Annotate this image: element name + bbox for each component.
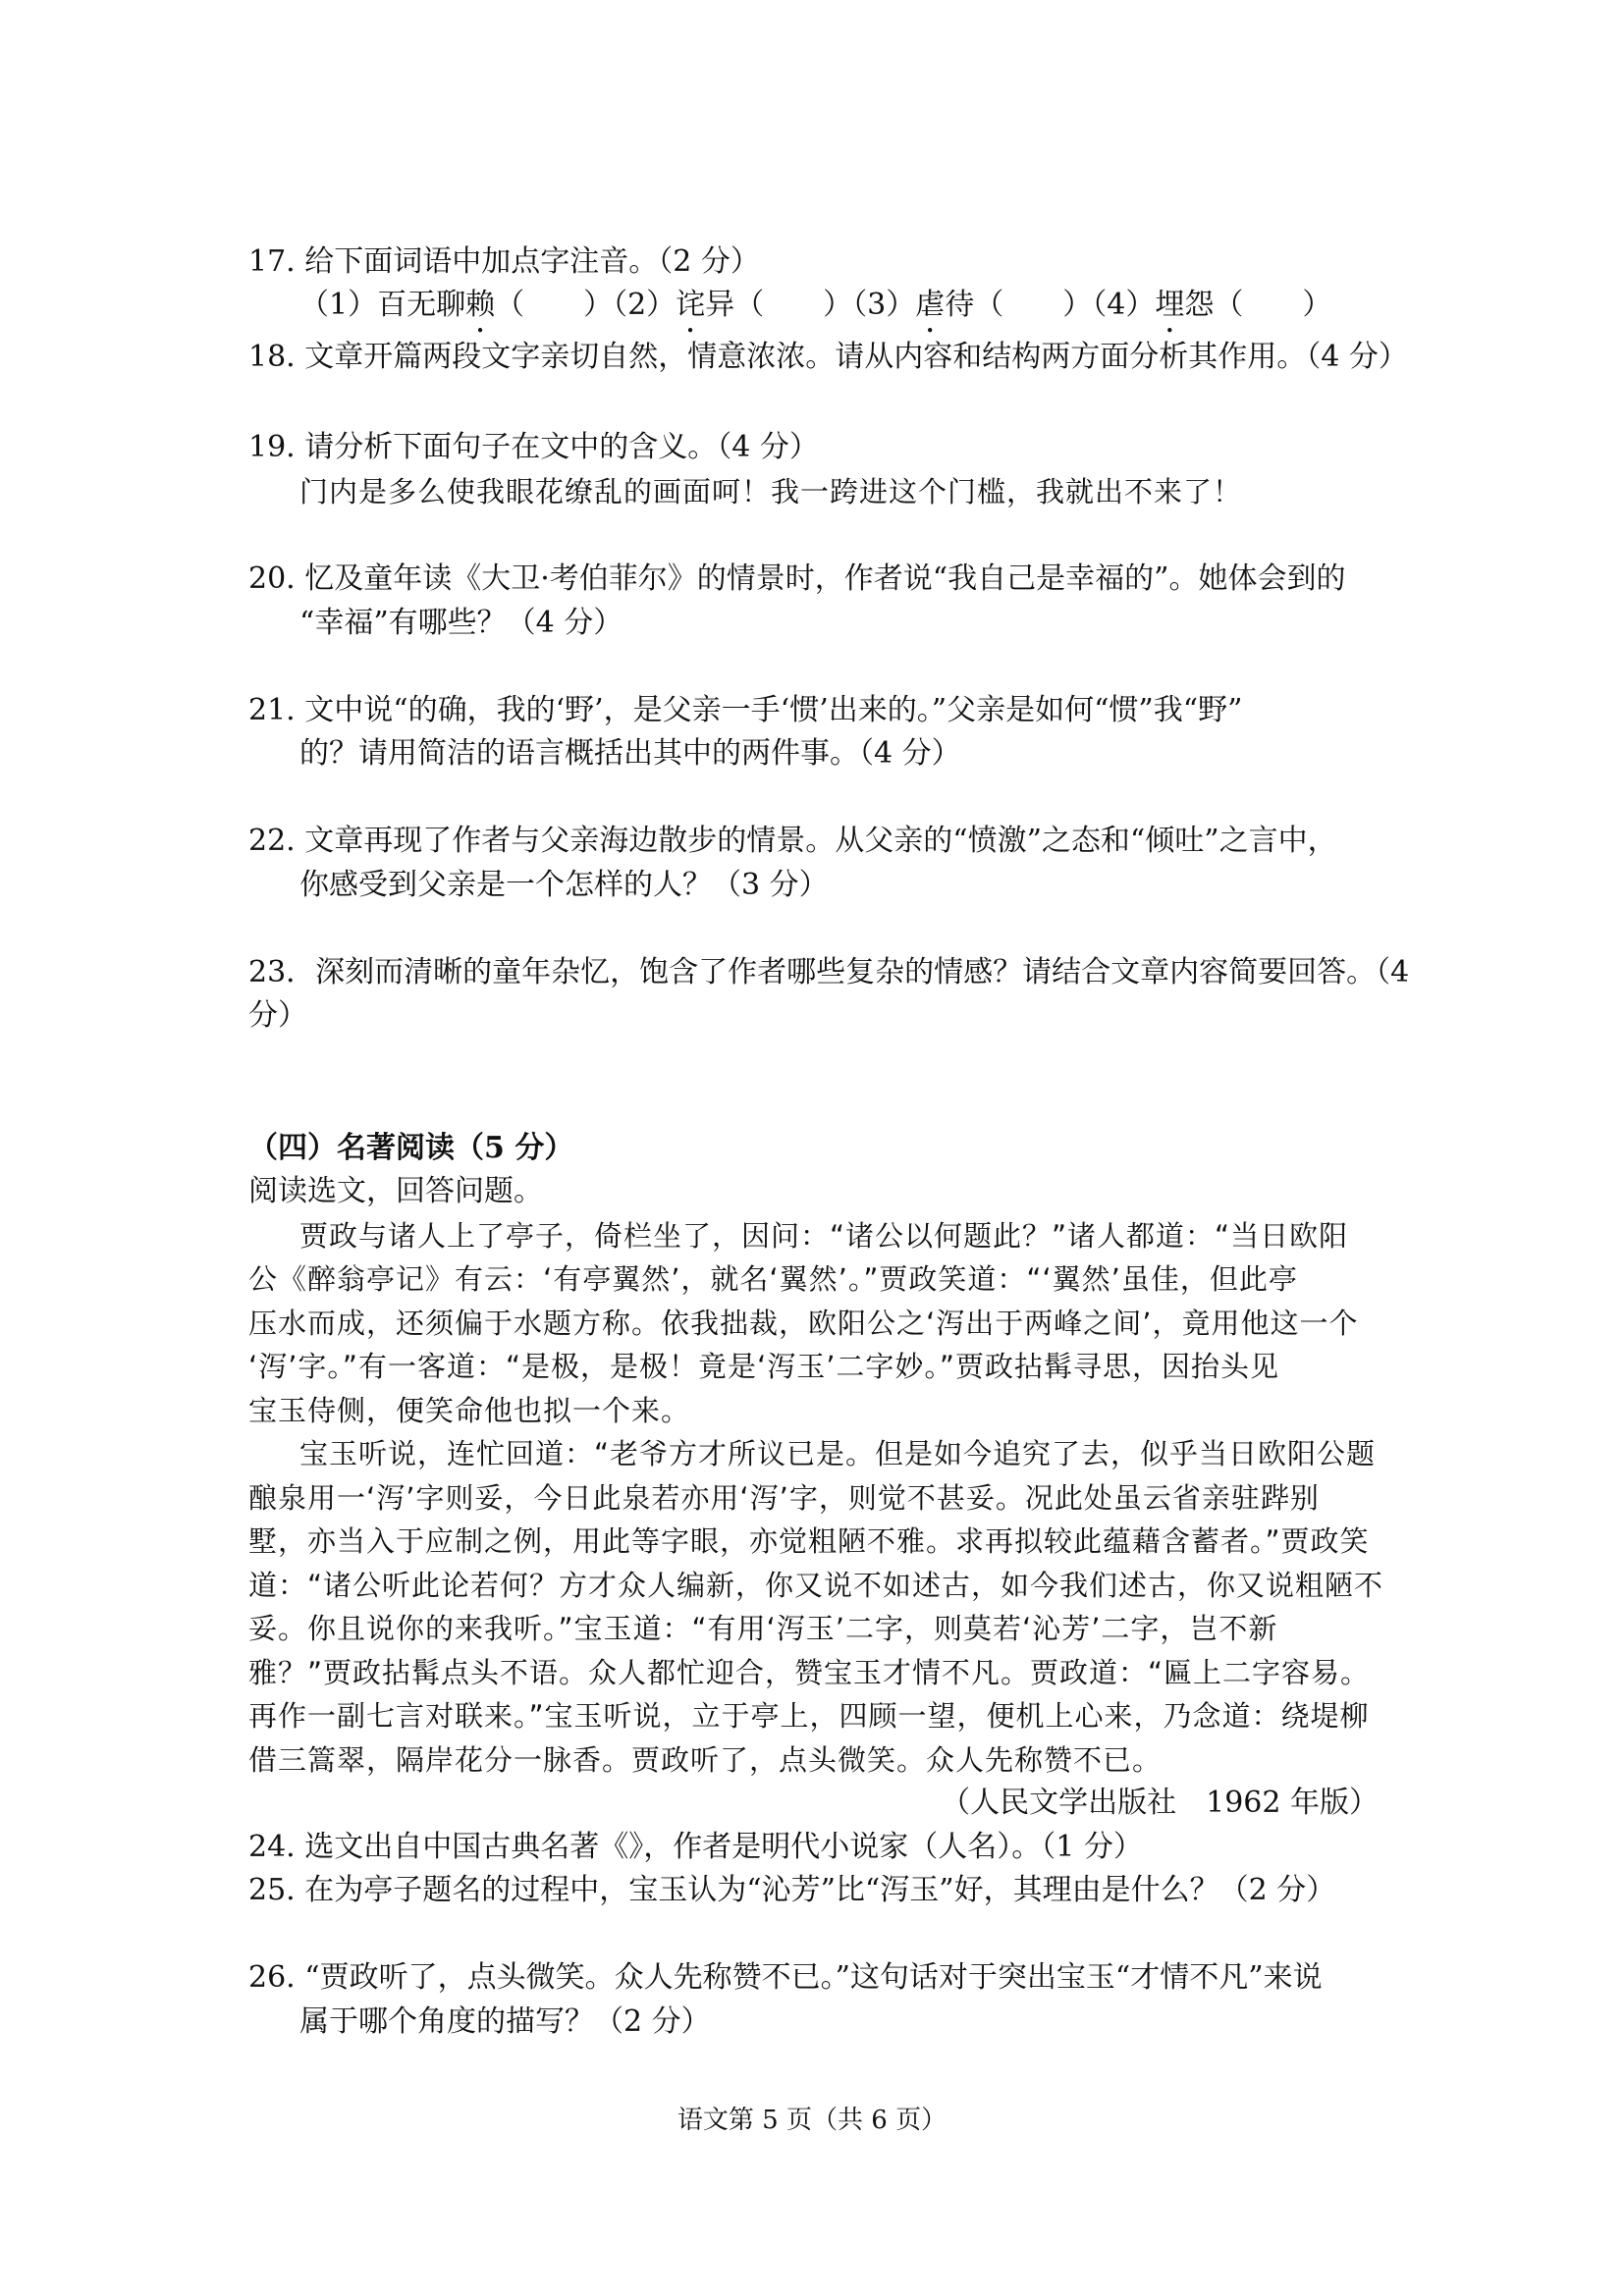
- passage-source: （人民文学出版社 1962 年版）: [941, 1786, 1379, 1820]
- question-17-items: [299, 286, 1331, 340]
- question-25: 25. 在为亭子题名的过程中，宝玉认为“沁芳”比“泻玉”好，其理由是什么？（2 分）: [248, 1873, 1336, 1907]
- passage-line: 宝玉侍侧，便笑命他也拟一个来。: [248, 1394, 691, 1427]
- question-19-stem: 19. 请分析下面句子在文中的含义。（4 分）: [248, 430, 819, 464]
- section-4-instruction: 阅读选文，回答问题。: [248, 1174, 543, 1208]
- passage-line: 墅，亦当入于应制之例，用此等字眼，亦觉粗陋不雅。求再拟较此蕴藉含蓄者。”贾政笑: [248, 1524, 1370, 1558]
- question-23-line-1: 23．深刻而清晰的童年杂忆，饱含了作者哪些复杂的情感？请结合文章内容简要回答。（4: [248, 955, 1410, 989]
- question-26-line-1: 26. “贾政听了，点头微笑。众人先称赞不已。”这句话对于突出宝玉“才情不凡”来说: [248, 1960, 1323, 1995]
- question-26-line-2: 属于哪个角度的描写？（2 分）: [299, 2004, 711, 2039]
- passage-line: 雅？”贾政拈髯点头不语。众人都忙迎合，赞宝玉才情不凡。贾政道：“匾上二字容易。: [248, 1656, 1371, 1689]
- passage-line: 酿泉用一‘泻’字则妥，今日此泉若亦用‘泻’字，则觉不甚妥。况此处虽云省亲驻跸别: [248, 1481, 1320, 1515]
- passage-line: 道：“诸公听此论若何？方才众人编新，你又说不如述古，如今我们述古，你又说粗陋不: [248, 1569, 1384, 1602]
- question-21-line-2: 的？请用简洁的语言概括出其中的两件事。（4 分）: [299, 736, 961, 771]
- section-4-title: （四）名著阅读（5 分）: [248, 1131, 574, 1165]
- passage-line: 公《醉翁亭记》有云：‘有亭翼然’，就名‘翼然’。”贾政笑道：“‘翼然’虽佳，但此亭: [248, 1262, 1298, 1296]
- passage-line: 再作一副七言对联来。”宝玉听说，立于亭上，四顾一望，便机上心来，乃念道：绕堤柳: [248, 1699, 1370, 1733]
- passage-line: 压水而成，还须偏于水题方称。依我拙裁，欧阳公之‘泻出于两峰之间’，竟用他这一个: [248, 1307, 1359, 1340]
- passage-line: ‘泻’字。”有一客道：“是极，是极！竟是‘泻玉’二字妙。”贾政拈髯寻思，因抬头见: [248, 1350, 1279, 1383]
- passage-line: 借三篙翠，隔岸花分一脉香。贾政听了，点头微笑。众人先称赞不已。: [248, 1743, 1163, 1777]
- question-18: 18. 文章开篇两段文字亲切自然，情意浓浓。请从内容和结构两方面分析其作用。（4 分）: [248, 340, 1408, 374]
- q17-item-2: （2）诧异（ ）: [613, 288, 853, 322]
- question-17-stem: 17. 给下面词语中加点字注音。（2 分）: [248, 244, 760, 279]
- question-20-line-1: 20. 忆及童年读《大卫·考伯菲尔》的情景时，作者说“我自己是幸福的”。她体会到的: [248, 561, 1346, 596]
- question-20-line-2: “幸福”有哪些？（4 分）: [299, 606, 623, 640]
- passage-line: 宝玉听说，连忙回道：“老爷方才所议已是。但是如今追究了去，似乎当日欧阳公题: [299, 1437, 1377, 1470]
- question-19-quote: 门内是多么使我眼花缭乱的画面呵！我一跨进这个门槛，我就出不来了！: [299, 475, 1243, 508]
- q17-item-3: （3）虐待（ ）: [852, 288, 1093, 322]
- question-23-line-2: 分）: [248, 998, 307, 1033]
- question-22-line-2: 你感受到父亲是一个怎样的人？（3 分）: [299, 868, 829, 902]
- question-21-line-1: 21. 文中说“的确，我的‘野’，是父亲一手‘惯’出来的。”父亲是如何“惯”我“野”: [248, 693, 1243, 727]
- question-24: 24. 选文出自中国古典名著《》，作者是明代小说家（人名）。（1 分）: [248, 1830, 1143, 1864]
- q17-item-4: （4）埋怨（ ）: [1092, 288, 1332, 322]
- passage-line: 妥。你且说你的来我听。”宝玉道：“有用‘泻玉’二字，则莫若‘沁芳’二字，岂不新: [248, 1612, 1278, 1645]
- question-22-line-1: 22. 文章再现了作者与父亲海边散步的情景。从父亲的“愤激”之态和“倾吐”之言中，: [248, 824, 1337, 858]
- page-footer: 语文第 5 页（共 6 页）: [677, 2106, 947, 2135]
- passage-line: 贾政与诸人上了亭子，倚栏坐了，因问：“诸公以何题此？”诸人都道：“当日欧阳: [299, 1219, 1349, 1253]
- q17-item-1: （1）百无聊赖（ ）: [299, 288, 614, 322]
